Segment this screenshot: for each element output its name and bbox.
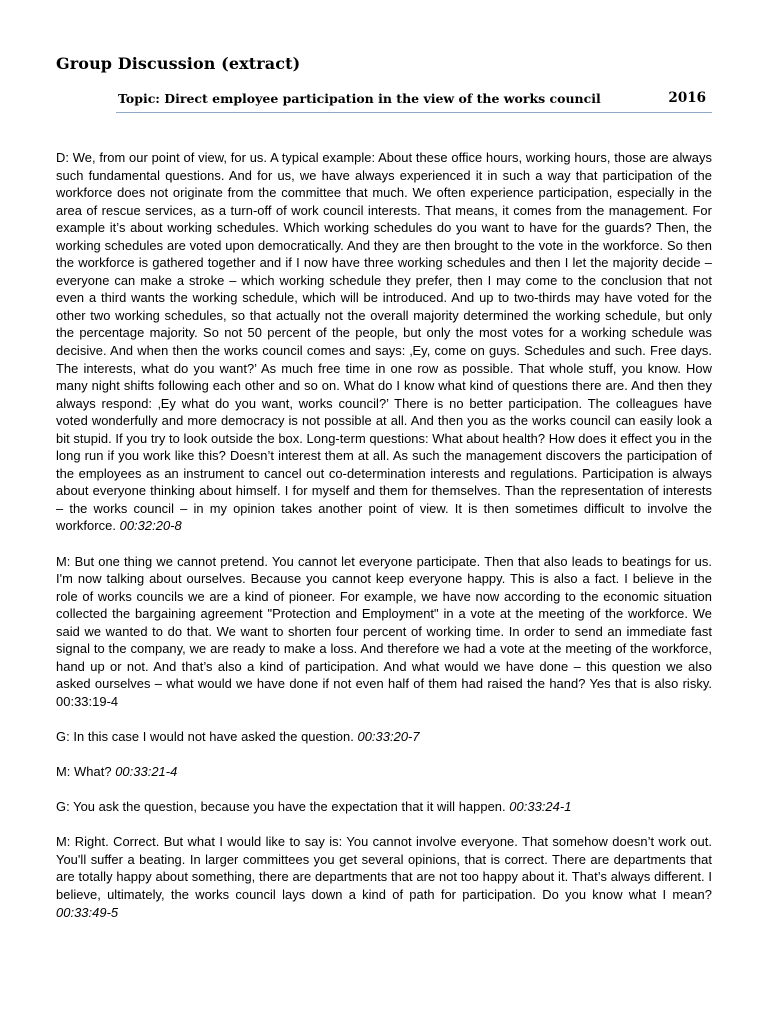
transcript-turn: [56, 763, 712, 781]
turn-text: M: Right. Correct. But what I would like to say is: You cannot involve everyone. That somehow doesn’t work out. You'll suffer a beating. In larger committees you get several opinions, that is correct. There are departments that are totally happy about something, there are departments that are not too happy about it. That’s always different. I believe, ultimately, the works council lays down a kind of path for participation. Do you know what I mean?: [56, 834, 712, 902]
timestamp: 00:33:20-7: [357, 729, 420, 745]
turn-text: G: In this case I would not have asked the question.: [56, 729, 358, 745]
topic-header: [116, 90, 712, 113]
timestamp: 00:33:24-1: [509, 799, 572, 815]
timestamp: 00:33:21-4: [115, 764, 178, 780]
turn-text: G: You ask the question, because you have the expectation that it will happen.: [56, 799, 510, 815]
timestamp: 00:32:20-8: [119, 518, 182, 534]
transcript-turn: [56, 728, 712, 746]
transcript-turn: [56, 833, 712, 921]
transcript-turn: [56, 553, 712, 711]
turn-text: M: But one thing we cannot pretend. You cannot let everyone participate. Then that also leads to beatings for us. I'm now talking about ourselves. Because you cannot keep everyone happy. This is also a fact. I believe in the role of works councils we are a kind of pioneer. For example, we have now according to the economic situation collected the bargaining agreement "Protection and Employment" in a vote at the meeting of the workforce. We said we wanted to do that. We want to shorten four percent of working time. In order to send an immediate fast signal to the company, we are ready to make a loss. And therefore we had a vote at the meeting of the workforce, hand up or not. And that’s also a kind of participation. And what would we have done – this question we also asked ourselves – what would we have done if not even half of them had raised the hand? Yes that is also risky.: [56, 553, 712, 692]
transcript-turn: [56, 149, 712, 535]
transcript-turn: [56, 798, 712, 816]
topic-text: Topic: Direct employee participation in the view of the works council: [118, 91, 601, 106]
topic-year: 2016: [668, 90, 706, 106]
document-title: Group Discussion (extract): [56, 54, 301, 73]
transcript: [56, 149, 712, 939]
timestamp: 00:33:49-5: [56, 904, 119, 920]
turn-text: M: What?: [56, 764, 116, 780]
turn-text: D: We, from our point of view, for us. A typical example: About these office hours, working hours, those are always such fundamental questions. And for us, we have always experienced it in such a way that participation of the workforce does not originate from the committee that much. We often experience participation, especially in the area of rescue services, as a turn-off of work council interests. That means, it comes from the management. For example it’s about working schedules. Which working schedules do you want to have for the guards? Then, the working schedules are voted upon democratically. And they are then brought to the vote in the workforce. So then the workforce is gathered together and if I now have three working schedules and then I let the majority decide – everyone can make a stroke – which working schedule they prefer, then I may come to the conclusion that not even a third wants the working schedule, which will be introduced. And up to two-thirds may have voted for the other two working schedules, so that actually not the overall majority determined the working schedule, but only the percentage majority. So not 50 percent of the people, but only the most votes for a working schedule was decisive. And when then the works council comes and says: ‚Ey, come on guys. Schedules and such. Free days. The interests, what do you want?’ As much free time in one row as possible. That whole stuff, you know. How many night shifts following each other and so on. What do I know what kind of questions there are. And then they always respond: ‚Ey what do you want, works council?’ There is no better participation. The colleagues have voted wonderfully and more democracy is not possible at all. And then you as the works council can easily look a bit stupid. If you try to look outside the box. Long-term questions: What about health? How does it effect you in the long run if you work like this? Doesn’t interest them at all. As such the management discovers the participation of the employees as an instrument to cancel out co-determination interests and regulations. Participation is always about everyone thinking about himself. I for myself and them for themselves. Than the representation of interests – the works council – in my opinion takes another point of view. It is then sometimes difficult to involve the workforce.: [56, 150, 712, 534]
timestamp: 00:33:19-4: [56, 693, 119, 709]
